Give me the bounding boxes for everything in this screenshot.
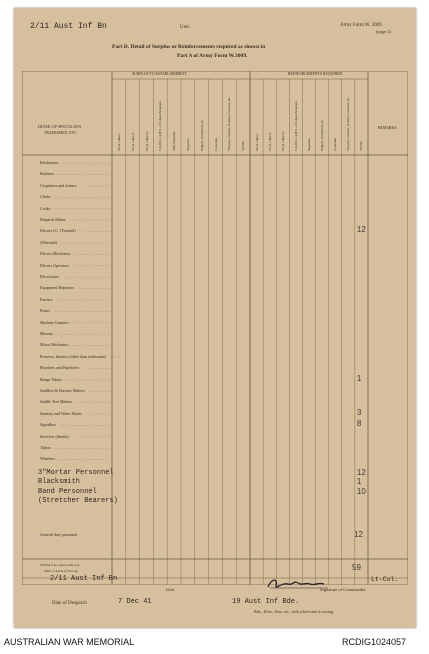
table-row-label: Signallers [40,422,56,428]
signature-caption: Signature of Commander. [320,587,367,592]
part-title-line-1: Part D. Detail of Surplus or Reinforcements required as shown in [112,44,266,50]
unit-label: Unit. [180,25,191,30]
formation-value: 19 Aust Inf Bde. [232,598,300,606]
typed-row-label: 3"Mortar Personnel [38,468,114,477]
page-reference: (page 2) [376,29,391,34]
table-row-total: 12 [356,225,366,235]
reinforcement-column-header: W.Os. Class I. [254,132,259,151]
table-row-label: Dispatch Riders [40,217,66,222]
surplus-column-header: Troopers, Privates, Gunners, Pioneers, &c. [227,96,232,151]
typed-row-label: Blacksmith [38,478,81,487]
reinforcement-column-header: W.Os. Class III. [280,130,285,151]
typed-row-total: 12 [356,467,366,477]
reinforcements-group-header: REINFORCEMENTS REQUIRED. [288,72,344,76]
typed-row-label: (Stretcher Bearers) [38,497,118,506]
surplus-column-header: W.Os. Class I. [116,132,121,151]
general-duty-total: 12 [354,530,363,539]
reinforcement-column-header: W.Os. Class II. [267,131,272,151]
archive-name: AUSTRALIAN WAR MEMORIAL [4,637,135,647]
detail-header-line-2: TRADESMEN, ETC. [44,131,78,135]
surplus-column-header: W.Os. Class III. [144,130,149,151]
table-row-total: 8 [356,419,362,429]
table-row-label: Cooks [40,205,51,211]
remarks-header: REMARKS. [378,126,398,130]
surplus-column-header: Sergeants. [185,137,190,151]
commander-rank: Lt-Col. [371,576,399,583]
surplus-group-header: SURPLUS TO ESTABLISHMENT. [132,72,188,76]
surplus-column-header: Buglers, Trumpeters, &c. [199,118,204,151]
table-row-label: (Wheeled) [40,239,57,245]
table-row-label: Machine Gunners [40,319,69,325]
table-row-label: Bricklayers [40,160,59,165]
reinforcement-column-header: Troopers, Privates, Gunners, Pioneers, &c. [346,96,351,151]
grand-total: 59 [352,563,361,572]
table-row-label: Stretcher (details) [40,433,69,439]
despatch-date-value: 7 Dec 41 [118,598,152,606]
totals-label-line-2: umns 2 and 6 of Part A) [44,569,78,573]
table-row-label: Electricians [40,274,59,279]
table-row-label: Butchers [40,171,55,177]
table-row-label: Saddlers & Harness Makers [40,388,85,393]
table-row-label: Equipment Repairers [40,285,74,291]
formation-caption: Bde., Divn., Area, etc., with which unit is serving. [254,609,335,614]
totals-label-line-1: TOTALS (to agree with Col- [40,563,81,567]
reinforcement-column-header: Buglers, Trumpeters, &c. [320,118,325,151]
part-title-line-2: Part A of Army Form W.3009. [177,53,248,59]
table-row-label: Farriers [40,296,53,302]
detail-header-line-1: DETAIL OF SPECIALISTS [38,125,82,129]
table-row-total: 3 [356,407,362,417]
typed-row-total: 1 [356,477,362,487]
table-row-label: Clerks [40,194,51,200]
footer-unit-value: 2/11 Aust Inf Bn [50,575,118,583]
despatch-date-label: Date of Despatch [52,601,87,606]
surplus-column-header: Staff-Sergeants. [172,130,177,151]
table-row-label: Sanitary and Water Duties [40,410,82,416]
form-sheet [14,8,416,628]
surplus-column-header: TOTAL. [241,140,246,151]
typed-row-label: Band Personnel [38,487,97,496]
typed-row-total: 10 [356,486,366,496]
table-row-label: Range Takers [40,376,62,382]
table-row-label: Masons [40,331,53,336]
table-row-label: Pioneers, Infantry (other than tradesmen) [40,353,106,359]
table-row-label: Plumbers and Pipefitters [40,365,80,371]
footer-unit-label: Unit. [166,587,176,592]
table-row-label: Saddle Tree Makers [40,399,72,405]
form-reference: Army Form W. 3009 [340,23,382,28]
table-row-label: Drivers Operators [40,262,69,268]
table-row-total: 1 [356,373,362,383]
table-row-label: Carpenters and Joiners [40,182,77,188]
reinforcement-column-header: Sergeants. [307,137,311,151]
general-duty-label: General duty personnel [40,532,78,537]
unit-value: 2/11 Aust Inf Bn [30,22,107,31]
table-row-label: Wheelers [40,456,56,462]
reinforcement-column-header: Corporals. [333,137,338,151]
table-row-label: Fitters [40,308,51,314]
surplus-column-header: S.Q.M.S., Q.M.S., of Colour-Sergeants [158,101,163,151]
table-row-label: Motor Mechanics [40,342,69,348]
archive-id: RCDIG1024057 [342,637,407,647]
reinforcement-column-header: S.Q.M.S., Q.M.S., of Colour-Sergeants [293,101,298,151]
detail-table [22,71,408,585]
table-row-label: Drivers I.C. (Tracked) [40,228,76,234]
surplus-column-header: Corporals. [213,137,218,151]
reinforcement-column-header: TOTAL. [359,140,364,151]
surplus-column-header: W.Os. Class II. [130,131,135,151]
archive-caption-bar [0,629,429,654]
table-row-label: Drivers Mechanics [40,251,71,257]
table-row-label: Tailors [40,445,52,450]
